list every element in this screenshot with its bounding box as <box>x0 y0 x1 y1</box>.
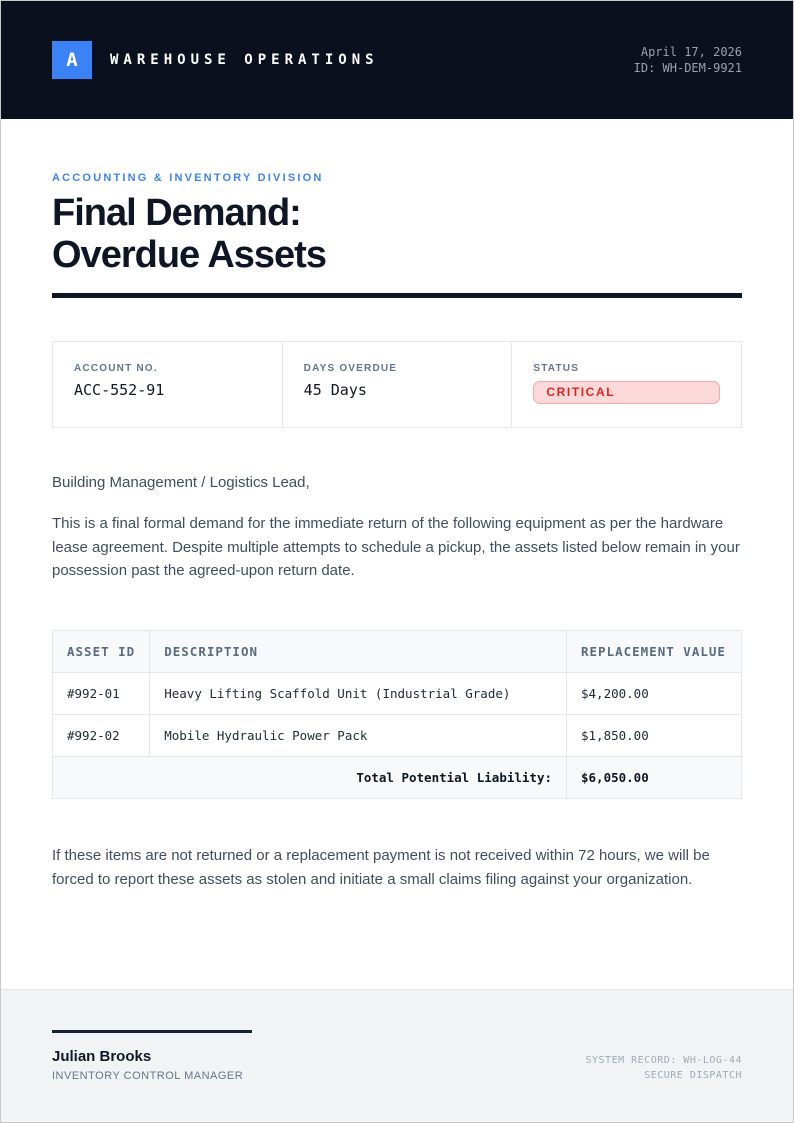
letter-body-paragraph: This is a final formal demand for the immediate return of the following equipment as per the hardware lease agreement. Despite multiple attempts to schedule a pickup, the assets listed below remain in your possession past the agreed-upon return date. <box>52 515 740 579</box>
top-header-bar <box>1 1 793 119</box>
signature-block <box>52 990 252 1122</box>
asset-table-header-row <box>53 630 742 672</box>
division-label: ACCOUNTING & INVENTORY DIVISION <box>52 172 324 184</box>
signature-line <box>52 1030 252 1033</box>
column-header-replacement-value: REPLACEMENT VALUE <box>567 630 742 672</box>
total-value: $6,050.00 <box>567 756 742 798</box>
account-label: ACCOUNT NO. <box>74 363 158 374</box>
company-logo <box>52 41 92 79</box>
account-value: ACC-552-91 <box>74 381 165 399</box>
salutation: Building Management / Logistics Lead, <box>52 474 310 491</box>
table-row <box>53 714 742 756</box>
asset-id-cell: #992-02 <box>53 714 150 756</box>
table-total-row <box>53 756 742 798</box>
system-record: SYSTEM RECORD: WH-LOG-44 <box>585 1055 742 1066</box>
page-title <box>52 192 742 276</box>
footer-meta <box>586 990 743 1122</box>
summary-cell-account <box>53 342 282 427</box>
secure-dispatch: SECURE DISPATCH <box>644 1070 742 1081</box>
asset-description-cell: Heavy Lifting Scaffold Unit (Industrial Grade) <box>150 672 567 714</box>
letter-closing-paragraph: If these items are not returned or a replacement payment is not received within 72 hours, we will be forced to report these assets as stolen and initiate a small claims filing against your organization. <box>52 846 710 888</box>
total-label: Total Potential Liability: <box>53 756 567 798</box>
asset-description-cell: Mobile Hydraulic Power Pack <box>150 714 567 756</box>
summary-strip <box>52 341 742 428</box>
summary-cell-status <box>511 342 741 427</box>
title-divider <box>52 293 742 298</box>
signer-title: INVENTORY CONTROL MANAGER <box>52 1070 244 1082</box>
signer-name: Julian Brooks <box>52 1048 152 1065</box>
column-header-asset-id: ASSET ID <box>53 630 150 672</box>
overdue-value: 45 Days <box>303 381 367 399</box>
document-id: ID: WH-DEM-9921 <box>633 61 742 75</box>
company-name: WAREHOUSE OPERATIONS <box>110 52 379 68</box>
asset-value-cell: $1,850.00 <box>567 714 742 756</box>
summary-cell-overdue <box>282 342 512 427</box>
page-footer <box>1 989 793 1122</box>
column-header-description: DESCRIPTION <box>150 630 567 672</box>
asset-id-cell: #992-01 <box>53 672 150 714</box>
logo-letter-icon: A <box>66 48 78 71</box>
document-body <box>1 172 793 892</box>
table-row <box>53 672 742 714</box>
document-date: April 17, 2026 <box>640 45 742 59</box>
overdue-label: DAYS OVERDUE <box>303 363 398 374</box>
page-title-line-2: Overdue Assets <box>52 234 326 276</box>
asset-table <box>52 630 742 799</box>
asset-value-cell: $4,200.00 <box>567 672 742 714</box>
header-meta <box>634 44 742 76</box>
status-badge: CRITICAL <box>533 381 720 404</box>
status-label: STATUS <box>533 363 580 374</box>
page-title-line-1: Final Demand: <box>52 192 301 234</box>
